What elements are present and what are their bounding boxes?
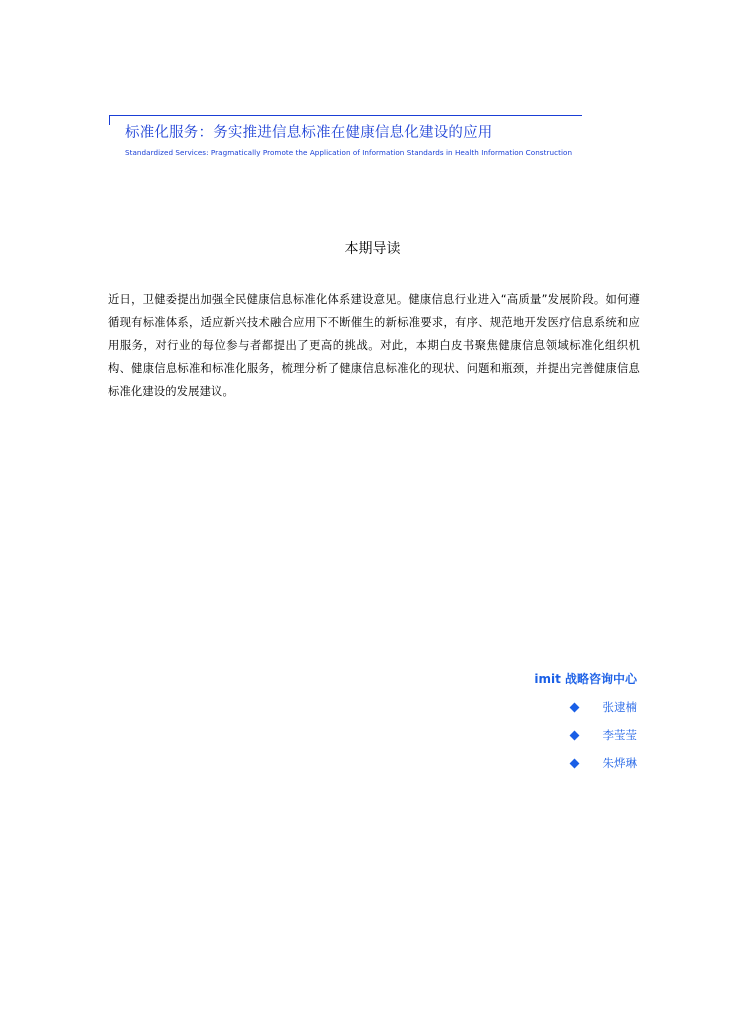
author-name: 李莹莹 bbox=[602, 728, 637, 742]
organization-name: imit 战略咨询中心 bbox=[534, 672, 637, 686]
section-title-en: Standardized Services: Pragmatically Promote the Application of Information Standards in Health Information Construction bbox=[125, 148, 573, 157]
diamond-icon bbox=[570, 730, 580, 740]
intro-heading: 本期导读 bbox=[344, 241, 401, 257]
author-item bbox=[571, 754, 637, 772]
author-name: 朱烨琳 bbox=[602, 756, 637, 770]
intro-paragraph: 近日，卫健委提出加强全民健康信息标准化体系建设意见。健康信息行业进入“高质量”发展阶段。如何遵循现有标准体系，适应新兴技术融合应用下不断催生的新标准要求，有序、规范地开发医疗信息系统和应用服务，对行业的每位参与者都提出了更高的挑战。对此，本期白皮书聚焦健康信息领域标准化组织机构、健康信息标准和标准化服务，梳理分析了健康信息标准化的现状、问题和瓶颈，并提出完善健康信息标准化建设的发展建议。 bbox=[108, 293, 640, 398]
header-rule-corner bbox=[109, 115, 110, 125]
header-block bbox=[109, 115, 582, 165]
section-title-zh: 标准化服务：务实推进信息标准在健康信息化建设的应用 bbox=[125, 125, 493, 141]
author-name: 张逮楠 bbox=[602, 700, 637, 714]
author-item bbox=[571, 698, 637, 716]
diamond-icon bbox=[570, 758, 580, 768]
author-item bbox=[571, 726, 637, 744]
header-rule bbox=[109, 115, 582, 116]
diamond-icon bbox=[570, 702, 580, 712]
